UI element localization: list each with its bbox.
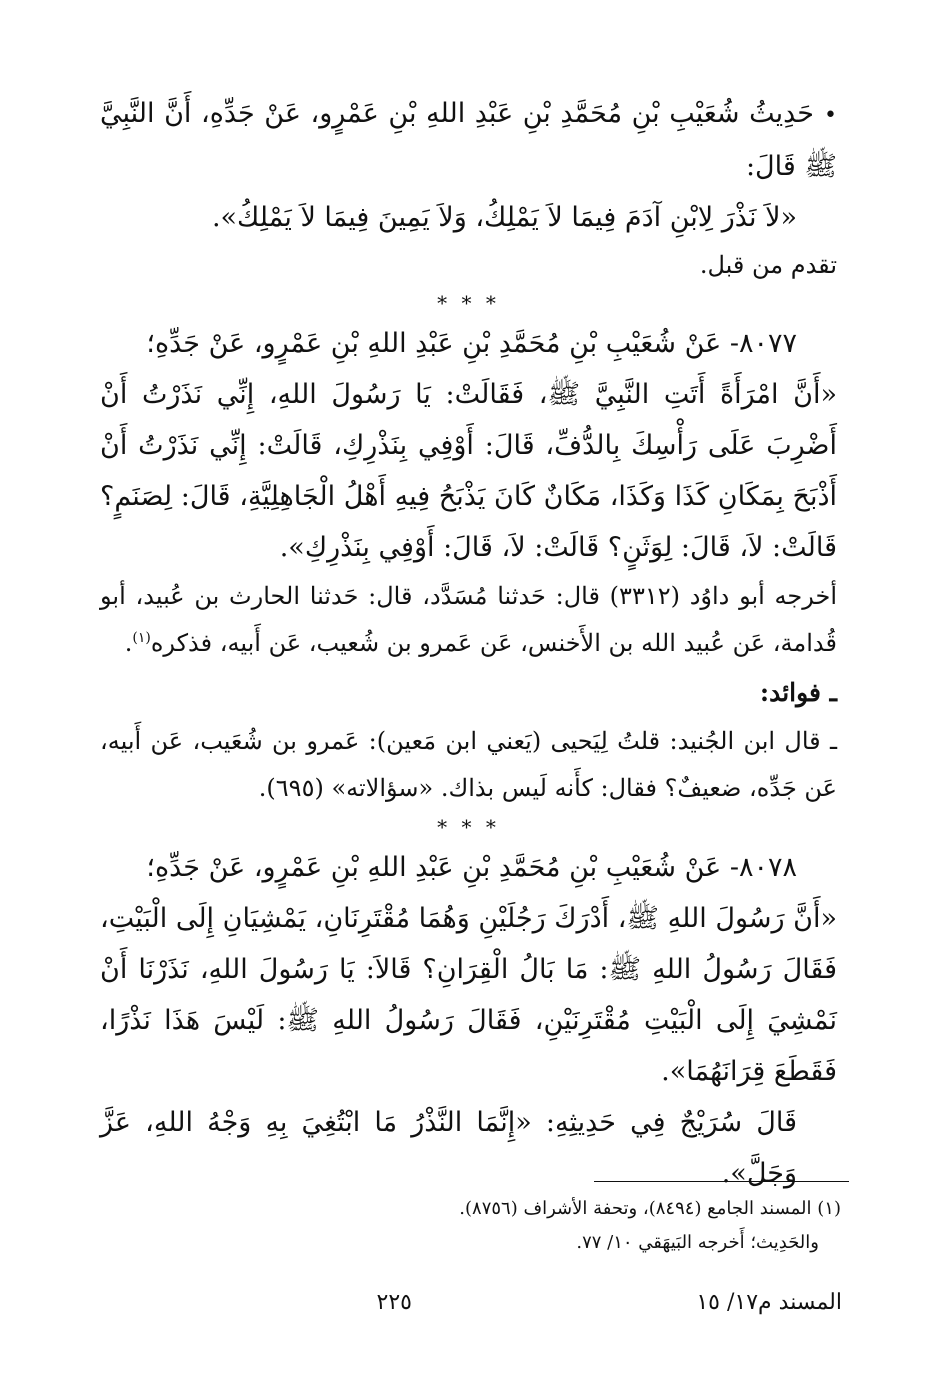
page-footer [100, 1290, 842, 1326]
hadith-8078-addendum: قَالَ سُرَيْجٌ فِي حَدِيثِهِ: «إِنَّمَا النَّذْرُ مَا ابْتُغِيَ بِهِ وَجْهُ اللهِ، عَزَّ وَجَلَّ». [100, 1107, 797, 1189]
hadith-8078-heading: ٨٠٧٨- عَنْ شُعَيْبِ بْنِ مُحَمَّدِ بْنِ عَبْدِ اللهِ بْنِ عَمْرٍو، عَنْ جَدِّهِ؛ [146, 852, 797, 883]
intro-quote: «لاَ نَذْرَ لِابْنِ آدَمَ فِيمَا لاَ يَمْلِكُ، وَلاَ يَمِينَ فِيمَا لاَ يَمْلِكُ». [211, 202, 797, 233]
bullet-icon: • [824, 103, 837, 128]
signature-mark: المسند م١٧/ ١٥ [696, 1290, 842, 1315]
footnote-divider [594, 1181, 849, 1182]
hadith-8077-text: «أَنَّ امْرَأَةً أَتَتِ النَّبِيَّ ﷺ، فَقَالَتْ: يَا رَسُولَ اللهِ، إِنِّي نَذَرْتُ أَنْ أَضْرِبَ عَلَى رَأْسِكَ بِالدُّفِّ، قَالَ: أَوْفِي بِنَذْرِكِ، قَالَتْ: إِنِّي نَذَرْتُ أَنْ أَذْبَحَ بِمَكَانِ كَذَا وَكَذَا، مَكَانٌ كَانَ يَذْبَحُ فِيهِ أَهْلُ الْجَاهِلِيَّةِ، قَالَ: لِصَنَمٍ؟ قَالَتْ: لاَ، قَالَ: لِوَثَنٍ؟ قَالَتْ: لاَ، قَالَ: أَوْفِي بِنَذْرِكِ». [100, 379, 837, 563]
page-number: ٢٢٥ [376, 1290, 412, 1315]
footnote-ref: (١) [132, 630, 151, 646]
hadith-8077-heading: ٨٠٧٧- عَنْ شُعَيْبِ بْنِ مُحَمَّدِ بْنِ عَبْدِ اللهِ بْنِ عَمْرٍو، عَنْ جَدِّهِ؛ [146, 328, 797, 359]
footnotes [100, 1192, 841, 1260]
footnote-1-cont: والحَدِيث؛ أَخرجه البَيهَقي ١٠/ ٧٧. [576, 1232, 819, 1253]
hadith-8078-text: «أَنَّ رَسُولَ اللهِ ﷺ، أَدْرَكَ رَجُلَيْنِ وَهُمَا مُقْتَرِنَانِ، يَمْشِيَانِ إِلَى الْبَيْتِ، فَقَالَ رَسُولُ اللهِ ﷺ: مَا بَالُ الْقِرَانِ؟ قَالاَ: يَا رَسُولَ اللهِ، نَذَرْنَا أَنْ نَمْشِيَ إِلَى الْبَيْتِ مُقْتَرِنَيْنِ، فَقَالَ رَسُولُ اللهِ ﷺ: لَيْسَ هَذَا نَذْرًا، فَقَطَعَ قِرَانَهُمَا». [99, 903, 837, 1087]
main-text [100, 88, 837, 1199]
fawaid-text: ـ قال ابن الجُنيد: قلتُ لِيَحيى (يَعني ابن مَعين): عَمرو بن شُعَيب، عَن أَبيه، عَن جَدِّه، ضعيفٌ؟ فقال: كأَنه لَيس بذاك. «سؤالاته» (٦٩٥). [100, 727, 837, 802]
fawaid-heading: ـ فوائد: [759, 678, 837, 707]
intro-hadith [100, 88, 837, 192]
intro-line: حَدِيثُ شُعَيْبِ بْنِ مُحَمَّدِ بْنِ عَبْدِ اللهِ بْنِ عَمْرٍو، عَنْ جَدِّهِ، أَنَّ النَّبِيَّ ﷺ قَالَ: [100, 98, 837, 182]
separator: * * * [437, 291, 500, 315]
footnote-1: (١) المسند الجامع (٨٤٩٤)، وتحفة الأشراف (٨٧٥٦). [459, 1198, 841, 1219]
hadith-8077-narration [100, 573, 837, 667]
narration-end: . [124, 629, 133, 657]
separator: * * * [437, 815, 500, 839]
narration-text: أخرجه أبو داوُد (٣٣١٢) قال: حَدثنا مُسَدَّد، قال: حَدثنا الحارث بن عُبيد، أبو قُدامة، عَن عُبيد الله بن الأَخنس، عَن عَمرو بن شُعيب، عَن أَبيه، فذكره [100, 582, 838, 657]
intro-note: تقدم من قبل. [699, 251, 837, 279]
